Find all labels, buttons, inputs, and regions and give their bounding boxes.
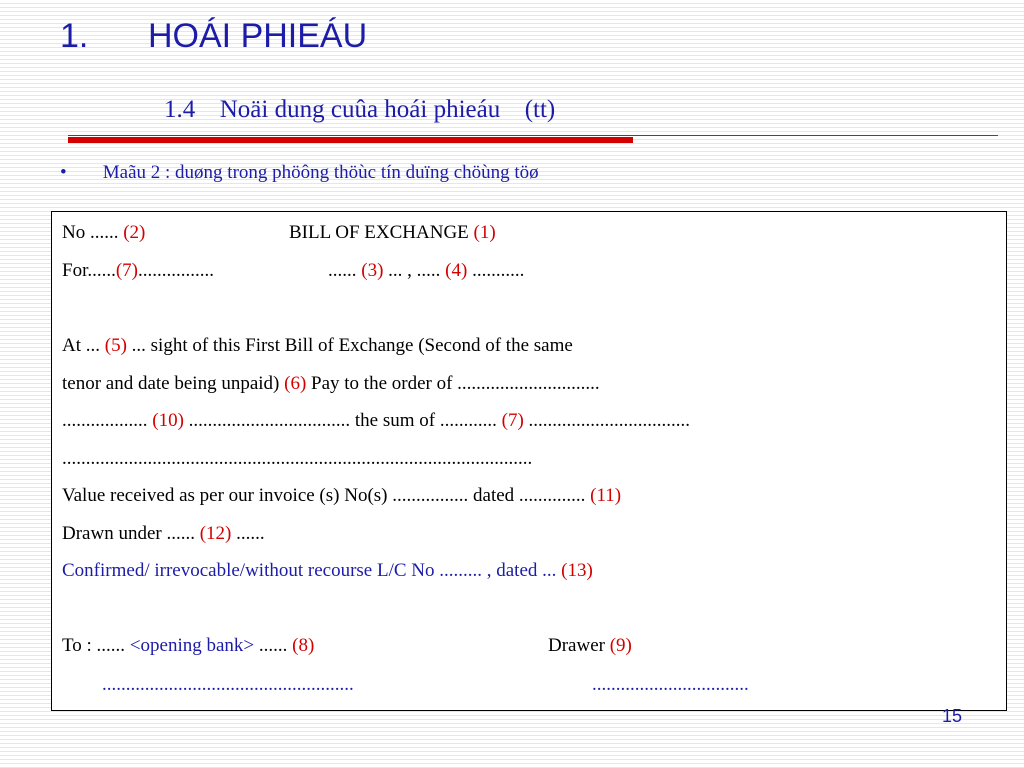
ref-5: (5) xyxy=(104,335,127,356)
signature-dots-left xyxy=(102,674,354,696)
signature-dots-right xyxy=(592,674,749,696)
for-label: For...... xyxy=(62,260,116,281)
dots: .................................. xyxy=(528,410,691,431)
drawer-label: Drawer xyxy=(548,635,605,656)
page-number: 15 xyxy=(941,706,962,726)
form-line-5 xyxy=(62,410,690,432)
form-line-10 xyxy=(62,635,314,657)
dots: ........... xyxy=(472,260,525,281)
form-line-2 xyxy=(62,260,214,282)
dots: ................................................................................................... xyxy=(62,448,533,469)
ref-2: (2) xyxy=(123,222,146,243)
ref-13: (13) xyxy=(561,560,593,581)
form-title xyxy=(289,222,496,244)
ref-11: (11) xyxy=(590,485,622,506)
subtitle-text: Noäi dung cuûa hoái phieáu xyxy=(219,96,501,123)
for-dots: ................ xyxy=(138,260,215,281)
title-text: HOÁI PHIEÁU xyxy=(148,16,368,55)
form-line-9 xyxy=(62,560,593,582)
ref-7b: (7) xyxy=(501,410,524,431)
subtitle-suffix: (tt) xyxy=(524,96,556,123)
ref-4: (4) xyxy=(445,260,468,281)
tenor-text: tenor and date being unpaid) xyxy=(62,373,280,394)
dots: .................. xyxy=(62,410,148,431)
dots: ..................................................... xyxy=(102,674,354,695)
drawer-field xyxy=(548,635,632,657)
dots: ... , ..... xyxy=(388,260,441,281)
ref-9: (9) xyxy=(609,635,632,656)
drawn-under-text: Drawn under ...... xyxy=(62,523,195,544)
to-label: To : ...... xyxy=(62,635,126,656)
bullet-text: Maãu 2 : duøng trong phöông thöùc tín duïng chöùng töø xyxy=(102,162,539,183)
ref-8: (8) xyxy=(292,635,315,656)
bill-of-exchange-form xyxy=(51,211,1007,711)
bullet-item xyxy=(60,162,539,184)
form-line-6 xyxy=(62,448,532,470)
ref-10: (10) xyxy=(152,410,184,431)
slide-title xyxy=(60,12,367,60)
sum-text: .................................. the sum of ............ xyxy=(188,410,497,431)
form-title-text: BILL OF EXCHANGE xyxy=(289,222,469,243)
dots: ...... xyxy=(236,523,265,544)
pay-to-text: Pay to the order of .............................. xyxy=(311,373,600,394)
confirmed-lc-text: Confirmed/ irrevocable/without recourse L/C No ......... , dated ... xyxy=(62,560,557,581)
ref-12: (12) xyxy=(199,523,232,544)
form-line-8 xyxy=(62,523,265,545)
subtitle-number: 1.4 xyxy=(164,96,196,123)
slide-subtitle xyxy=(164,96,555,124)
ref-1: (1) xyxy=(473,222,496,243)
dots: ...... xyxy=(328,260,357,281)
form-line-7 xyxy=(62,485,621,507)
dots: ................................. xyxy=(592,674,749,695)
sight-text: ... sight of this First Bill of Exchange (Second of the same xyxy=(131,335,573,356)
form-line-1 xyxy=(62,222,145,244)
bullet-icon: • xyxy=(60,162,67,183)
ref-7a: (7) xyxy=(115,260,139,281)
form-line-2-right xyxy=(328,260,524,282)
ref-6: (6) xyxy=(284,373,307,394)
value-received-text: Value received as per our invoice (s) No(s) ................ dated .............. xyxy=(62,485,586,506)
no-label: No ...... xyxy=(62,222,119,243)
title-number: 1. xyxy=(60,16,89,55)
dots: ...... xyxy=(258,635,288,656)
ref-3: (3) xyxy=(361,260,384,281)
form-line-3 xyxy=(62,335,573,357)
at-label: At ... xyxy=(62,335,100,356)
title-underline-thin xyxy=(68,135,998,136)
opening-bank-text: <opening bank> xyxy=(129,635,255,656)
form-line-4 xyxy=(62,373,600,395)
title-underline-bar xyxy=(68,137,633,143)
